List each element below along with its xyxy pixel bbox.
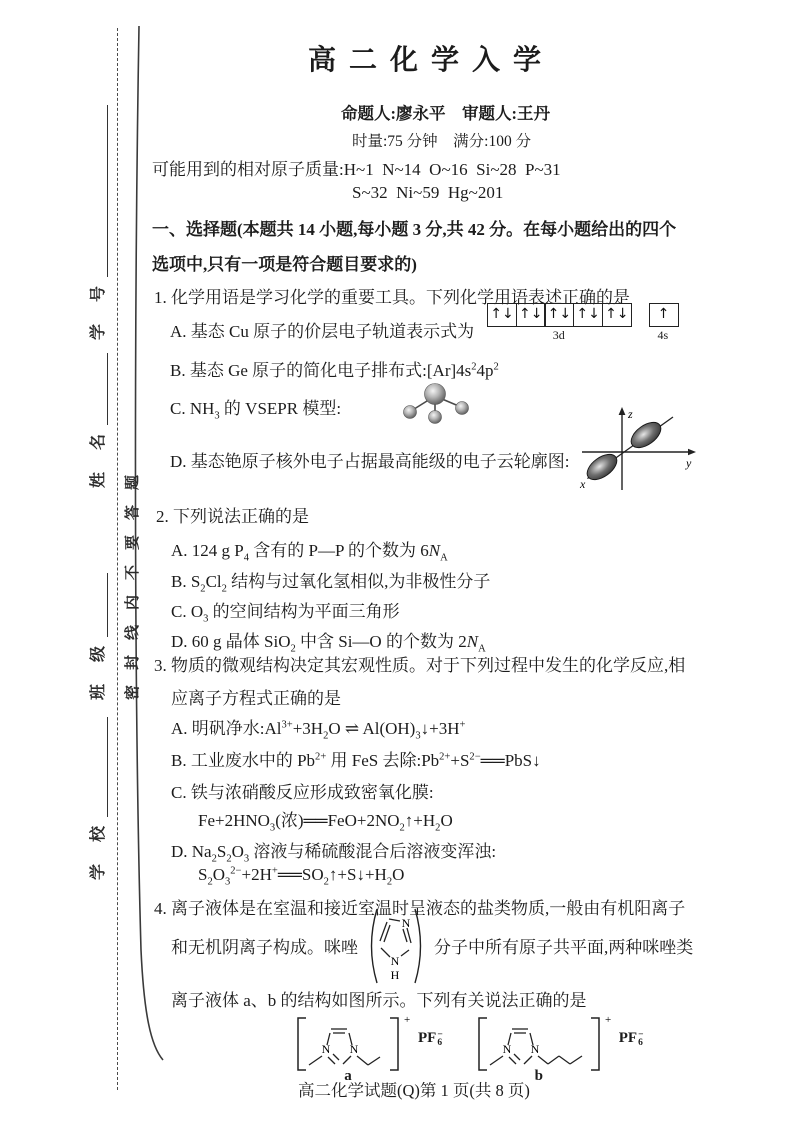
butyl-bond [548,1056,559,1064]
cation-plus: + [604,1014,611,1026]
q2-option-c: C. $O_3$ 的空间结构为平面三角形 [171,602,400,625]
orbital-diagram [487,303,677,343]
sidebar-field-name [86,338,108,488]
ethyl-bond [357,1056,368,1065]
student-id-blank [90,105,108,277]
left-bracket [479,1018,487,1070]
q4-stem-line-2 [171,903,693,988]
orbital-lobe [627,417,666,452]
q3-option-c-equation: $Fe+2HNO_3$(浓)$══FeO+2NO_2↑+H_2O$ [198,811,453,834]
q2-option-d: D. 60 g 晶体 SiO$_2$ 中含 Si—O 的个数为 $2N_A$ [171,632,486,655]
atomic-masses-line-1: 可能用到的相对原子质量:H~1 N~14 O~16 Si~28 P~31 [152,160,561,179]
school-blank [90,717,108,817]
q3-option-d-equation: $S_2O_3^{2-}+2H^+══SO_2↑+S↓+H_2O$ [198,865,405,888]
q4-stem-line-2-pre: 和无机阴离子构成。咪唑 [171,938,358,957]
left-bracket [298,1018,306,1070]
butyl-bond [559,1056,570,1064]
sidebar-field-school [86,702,108,880]
ionic-liquid-a [288,1012,443,1084]
q3-stem-line-2: 应离子方程式正确的是 [171,689,341,708]
orbital-3d-label: 3d [552,328,565,342]
ethyl-bond [368,1057,380,1065]
seal-text: 密封线内不要答题 [125,459,141,700]
orbital-3d-group [487,303,631,343]
q3-option-b: B. 工业废水中的 $Pb^{2+}$ 用 FeS 去除$:Pb^{2+}+S^{2-}══PbS↓$ [171,751,541,770]
class-label: 班 级 [90,636,107,700]
imidazole-n-bottom: N [390,954,400,968]
q2-option-a: A. 124 g $P_4$ 含有的 P—P 的个数为 $6N_A$ [171,541,448,564]
section-heading-line-2: 选项中,只有一项是符合题目要求的) [152,255,417,274]
central-atom [425,384,446,405]
right-bracket [591,1018,599,1070]
q2-option-b: B. $S_2Cl_2$ 结构与过氧化氢相似,为非极性分子 [171,572,491,595]
q1-option-c: C. $NH_3$ 的 VSEPR 模型: [170,399,342,422]
name-blank [90,353,108,425]
q3-stem-line-1: 3. 物质的微观结构决定其宏观性质。对于下列过程中发生的化学反应,相 [154,656,686,675]
page-footer: 高二化学试题(Q)第 1 页(共 8 页) [298,1081,530,1100]
q4-stem-line-1: 4. 离子液体是在室温和接近室温时呈液态的盐类物质,一般由有机阳离子 [154,899,686,918]
q2-stem: 2. 下列说法正确的是 [156,507,309,526]
ring-n-left: N [321,1042,331,1056]
butyl-bond [570,1056,582,1064]
hexafluorophosphate-anion: PF − 6 [618,1029,644,1048]
orbital-4s-label: 4s [657,328,669,342]
q3-option-a: A. 明矾净水$:Al^{3+}+3H_2O$ ⇌ $Al(OH)_3↓+3H^+$ [171,719,466,742]
x-axis-label: x [580,477,586,491]
cation-plus: + [404,1014,411,1026]
ionic-liquid-b [469,1012,644,1084]
orbital-cell: ↑↓ [573,303,603,327]
q1-option-b: B. 基态 Ge 原子的简化电子排布式$:[Ar]4s^24p^2$ [170,361,499,380]
vsepr-model-figure [399,381,471,429]
orbital-4s-group [649,303,678,343]
duration-score-line: 时量:75 分钟 满分:100 分 [352,133,532,150]
section-heading-line-1: 一、选择题(本题共 14 小题,每小题 3 分,共 42 分。在每小题给出的四个 [152,220,677,239]
name-label: 姓 名 [90,424,107,488]
orbital-lobe [583,449,622,484]
electron-cloud-figure [574,404,699,492]
orbital-cell: ↑↓ [487,303,517,327]
exam-title: 高 二 化 学 入 学 [308,45,545,76]
methyl-bond [490,1056,503,1065]
q1-stem: 1. 化学用语是学习化学的重要工具。下列化学用语表述正确的是 [154,288,630,307]
hexafluorophosphate-anion: PF − 6 [418,1029,443,1048]
class-blank [90,573,108,637]
imidazole-h: H [390,968,400,982]
ionic-liquid-structures [288,1012,644,1084]
sidebar-field-class [86,558,108,700]
ligand-atom [429,411,442,424]
methyl-bond [309,1056,322,1065]
structure-b-label: b [534,1068,543,1084]
ring-n-right: N [530,1042,540,1056]
sidebar-field-student-id [86,90,108,340]
ligand-atom [456,402,469,415]
q1-option-d: D. 基态铯原子核外电子占据最高能级的电子云轮廓图: [170,452,570,471]
orbital-cell: ↑↓ [516,303,546,327]
atomic-masses-line-2: S~32 Ni~59 Hg~201 [352,183,504,202]
right-bracket [390,1018,398,1070]
q3-option-d: D. $Na_2S_2O_3$ 溶液与稀硫酸混合后溶液变浑浊: [171,842,497,865]
school-label: 学 校 [90,816,107,880]
ligand-atom [404,406,417,419]
q3-option-c: C. 铁与浓硝酸反应形成致密氧化膜: [171,783,434,802]
student-id-label: 学 号 [90,276,107,340]
imidazole-structure [361,903,431,988]
orbital-cell: ↑↓ [602,303,632,327]
structure-a-label: a [344,1068,352,1084]
q1-option-a: A. 基态 Cu 原子的价层电子轨道表示式为 [170,322,475,341]
ring-n-right: N [349,1042,359,1056]
q4-stem-line-3: 离子液体 a、b 的结构如图所示。下列有关说法正确的是 [171,991,587,1010]
q4-stem-line-2-post: 分子中所有原子共平面,两种咪唑类 [434,938,694,957]
right-paren [415,909,421,983]
ring-n-left: N [502,1042,512,1056]
imidazole-n-top: N [401,916,411,930]
left-paren [372,909,378,983]
setters-line: 命题人:廖永平 审题人:王丹 [341,104,550,123]
orbital-cell: ↑ [649,303,679,327]
butyl-bond [538,1056,548,1064]
z-axis-label: z [628,407,633,421]
y-axis-label: y [686,456,692,470]
orbital-cell: ↑↓ [544,303,574,327]
seal-dashed-line [117,28,118,1090]
